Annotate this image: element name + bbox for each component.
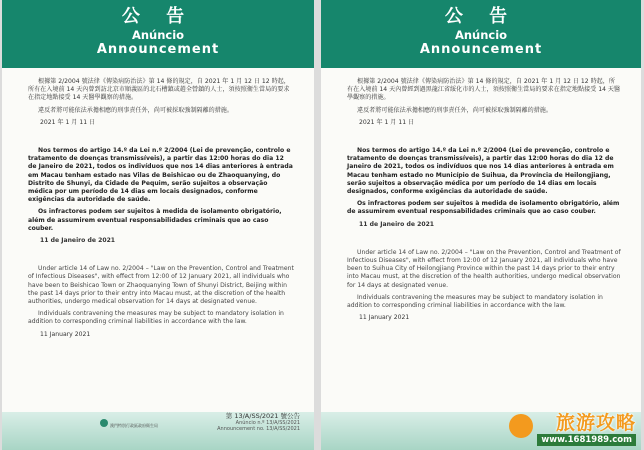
notice-title: 公 告: [444, 6, 518, 27]
notice-body: [321, 68, 641, 322]
chinese-warning: 違反者將可能依法承擔相應的刑事責任外，尚可被採取強制隔離的措施。: [357, 106, 552, 114]
notice-title-pt: Anúncio: [454, 28, 508, 42]
portuguese-date: 11 de Janeiro de 2021: [40, 237, 116, 245]
watermark-site-url: www.1681989.com: [537, 434, 636, 446]
health-bureau-logo-icon: [100, 419, 108, 427]
notice-header: [321, 0, 641, 68]
notice-body: [2, 68, 314, 339]
chinese-paragraph: 根據第 2/2004 號法律《傳染病防治法》第 14 條的規定，自 2021 年 1 月 12 日 12 時起，所有在入境前 14 天內曾經到過黑龍江省綏化市的人士，須按照衛生當局的要求在指定地點接受 14 天醫學觀察的措施。: [347, 78, 621, 102]
portuguese-paragraph: Nos termos do artigo 14.º da Lei n.º 2/2004 (Lei de prevenção, controlo e tratamento de doenças transmissíveis), a partir das 12:00 horas do dia 12 de Janeiro de 2021, todos os indivíduos que nos 14 dias anteriores à entrada em Macau tenham estado no Município de Suihua, da Província de Heilongjiang, serão sujeitos a observação médica por um período de 14 dias em locais designados, conforme exigências da autoridade de saúde.: [347, 147, 614, 196]
notice-title-pt: Anúncio: [131, 28, 185, 42]
notice-footer: [2, 388, 314, 450]
english-date: 11 January 2021: [359, 314, 410, 322]
notice-left: [2, 0, 314, 450]
english-date: 11 January 2021: [40, 330, 91, 338]
chinese-date: 2021 年 1 月 11 日: [40, 118, 96, 126]
notice-right: [321, 0, 641, 450]
reference-pt: Anúncio n.º 13/A/SS/2021: [235, 420, 300, 426]
notice-title: 公 告: [121, 6, 195, 27]
english-warning: Individuals contravening the measures may be subject to mandatory isolation in addition to corresponding criminal liabilities in accordance with the law.: [347, 293, 603, 310]
portuguese-date: 11 de Janeiro de 2021: [359, 220, 435, 228]
english-warning: Individuals contravening the measures may be subject to mandatory isolation in addition to corresponding criminal liabilities in accordance with the law.: [28, 310, 284, 326]
footer-organization: 澳門特別行政區政府衛生局: [110, 423, 158, 428]
notice-title-en: Announcement: [419, 42, 543, 57]
portuguese-warning: Os infractores podem ser sujeitos à medida de isolamento obrigatório, além de assumirem eventual responsabilidades criminais que ao caso couber.: [28, 208, 282, 232]
chinese-warning: 違反者將可能依法承擔相應的刑事責任外，尚可被採取強制隔離的措施。: [38, 106, 233, 114]
footer-reference: [217, 412, 300, 432]
portuguese-paragraph: Nos termos do artigo 14.º da Lei n.º 2/2004 (Lei de prevenção, controlo e tratamento de doenças transmissíveis), a partir das 12:00 horas do dia 12 de Janeiro de 2021, todos os indivíduos que nos 14 dias anteriores à entrada em Macau tenham estado nas Vilas de Beishicao ou de Zhaoquanying, do Distrito de Shunyi, da Cidade de Pequim, serão sujeitos a observação médica por um período de 14 dias em locais designados, conforme exigências da autoridade de saúde.: [28, 147, 293, 204]
notice-title-en: Announcement: [96, 42, 220, 57]
portuguese-warning: Os infractores podem ser sujeitos à medida de isolamento obrigatório, além de assumirem eventual responsabilidades criminais que ao caso couber.: [347, 200, 620, 216]
english-paragraph: Under article 14 of Law no. 2/2004 – "Law on the Prevention, Control and Treatment of Infectious Diseases", with effect from 12:00 of 12 January 2021, all individuals who have been to Suihua City of Heilongjiang Province within the past 14 days prior to their entry into Macau must, at the discretion of the health authorities, undergo medical observation for 14 days at designated venue.: [347, 248, 621, 289]
watermark-site-name: 旅游攻略: [555, 412, 636, 434]
reference-en: Announcement no. 13/A/SS/2021: [217, 426, 300, 432]
chinese-date: 2021 年 1 月 11 日: [359, 118, 415, 126]
english-paragraph: Under article 14 of Law no. 2/2004 – "Law on the Prevention, Control and Treatment of Infectious Diseases", with effect from 12:00 of 12 January 2021, all individuals who have been to Beishicao Town or Zhaoquanying Town of Shunyi District, Beijing within the past 14 days prior to their entry into Macau must, at the discretion of the health authorities, undergo medical observation for 14 days at designated venue.: [28, 265, 294, 306]
reference-zh: 第 13/A/SS/2021 號公告: [225, 412, 300, 420]
notice-header: [2, 0, 314, 68]
chinese-paragraph: 根據第 2/2004 號法律《傳染病防治法》第 14 條的規定，自 2021 年 1 月 12 日 12 時起，所有在入境前 14 天內曾到訪北京市順義區的北石槽鎮或趙全營鎮的人士，須按照衛生當局的要求在指定地點接受 14 天醫學觀察的措施。: [28, 78, 290, 102]
site-watermark: [537, 412, 636, 446]
